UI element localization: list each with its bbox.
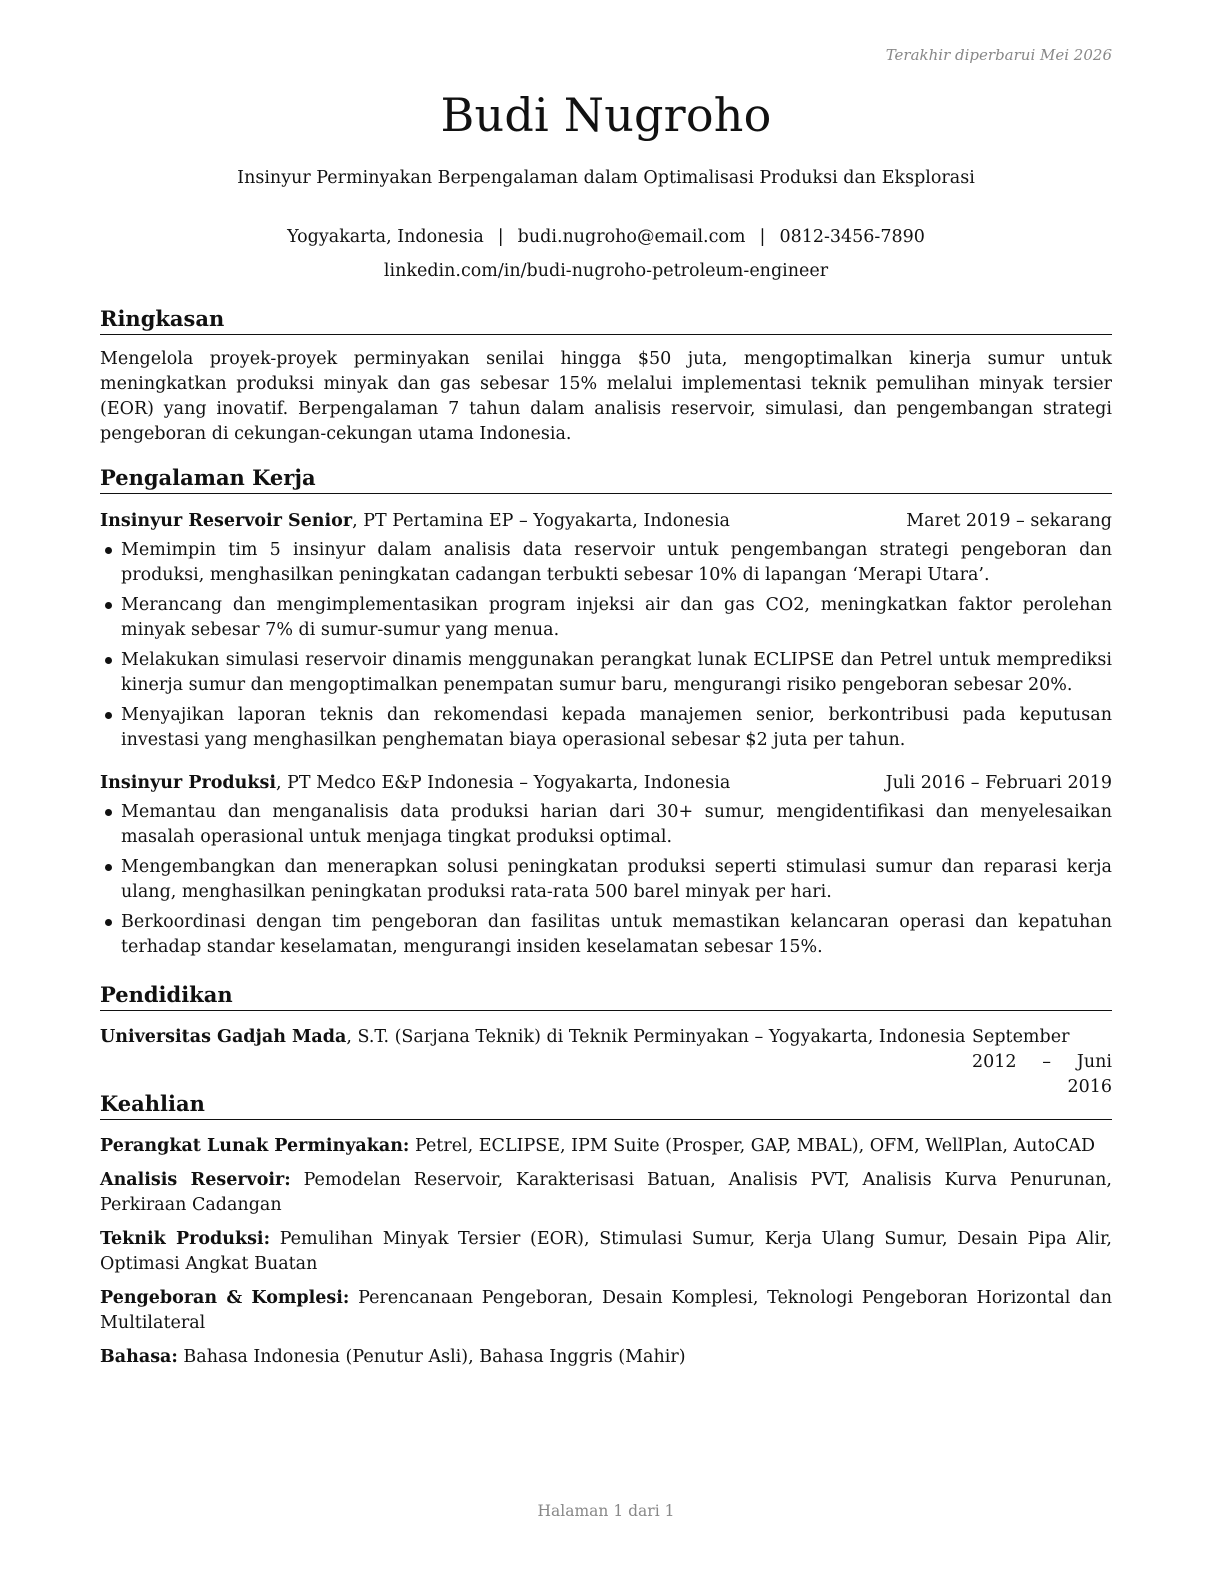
resume-page <box>100 0 1112 1584</box>
job-company: , PT Pertamina EP – Yogyakarta, Indonesia <box>352 511 730 531</box>
job-bullets <box>100 800 1112 960</box>
candidate-tagline: Insinyur Perminyakan Berpengalaman dalam Optimalisasi Produksi dan Eksplorasi <box>237 168 975 188</box>
section-title-summary: Ringkasan <box>100 306 1112 335</box>
job-title-line <box>100 771 730 796</box>
job-entry <box>100 509 1112 753</box>
skill-item <box>100 1227 1112 1277</box>
candidate-name: Budi Nugroho <box>440 88 772 142</box>
job-header <box>100 509 1112 534</box>
skill-value: Pemulihan Minyak Tersier (EOR), Stimulasi Sumur, Kerja Ulang Sumur, Desain Pipa Alir, Optimasi Angkat Buatan <box>100 1229 1112 1274</box>
skill-item <box>100 1286 1112 1336</box>
contact-line-1 <box>100 220 1112 254</box>
contact-phone: 0812-3456-7890 <box>779 227 925 247</box>
skill-label: Teknik Produksi: <box>100 1229 271 1249</box>
contact-email[interactable]: budi.nugroho@email.com <box>517 227 746 247</box>
education-degree: , S.T. (Sarjana Teknik) di Teknik Perminyakan – Yogyakarta, Indonesia <box>346 1027 966 1047</box>
section-title-experience: Pengalaman Kerja <box>100 465 1112 494</box>
job-bullet: Memantau dan menganalisis data produksi harian dari 30+ sumur, mengidentifikasi dan menyelesaikan masalah operasional untuk menjaga tingkat produksi optimal. <box>100 800 1112 850</box>
job-company: , PT Medco E&P Indonesia – Yogyakarta, Indonesia <box>275 773 731 793</box>
job-dates: Juli 2016 – Februari 2019 <box>885 773 1112 793</box>
experience-section <box>100 465 1112 965</box>
skill-label: Analisis Reservoir: <box>100 1170 291 1190</box>
education-section <box>100 982 1112 1100</box>
skill-value: Bahasa Indonesia (Penutur Asli), Bahasa Inggris (Mahir) <box>177 1347 686 1367</box>
contact-linkedin[interactable]: linkedin.com/in/budi-nugroho-petroleum-engineer <box>383 261 829 281</box>
contact-separator: | <box>759 227 766 247</box>
summary-section <box>100 306 1112 447</box>
job-role: Insinyur Reservoir Senior <box>100 511 353 531</box>
job-entry <box>100 771 1112 960</box>
section-title-skills: Keahlian <box>100 1091 1112 1120</box>
job-role: Insinyur Produksi <box>100 773 276 793</box>
skill-label: Perangkat Lunak Perminyakan: <box>100 1136 410 1156</box>
job-title-line <box>100 509 730 534</box>
job-bullet: Berkoordinasi dengan tim pengeboran dan fasilitas untuk memastikan kelancaran operasi dan kepatuhan terhadap standar keselamatan, mengurangi insiden keselamatan sebesar 15%. <box>100 910 1112 960</box>
contact-info <box>100 220 1112 288</box>
skill-item <box>100 1168 1112 1218</box>
skills-section <box>100 1091 1112 1379</box>
skill-value: Petrel, ECLIPSE, IPM Suite (Prosper, GAP, MBAL), OFM, WellPlan, AutoCAD <box>409 1136 1096 1156</box>
summary-text: Mengelola proyek-proyek perminyakan senilai hingga $50 juta, mengoptimalkan kinerja sumur untuk meningkatkan produksi minyak dan gas sebesar 15% melalui implementasi teknik pemulihan minyak tersier (EOR) yang inovatif. Berpengalaman 7 tahun dalam analisis reservoir, simulasi, dan pengembangan strategi pengeboran di cekungan-cekungan utama Indonesia. <box>100 349 1112 444</box>
job-bullet: Mengembangkan dan menerapkan solusi peningkatan produksi seperti stimulasi sumur dan reparasi kerja ulang, menghasilkan peningkatan produksi rata-rata 500 barel minyak per hari. <box>100 855 1112 905</box>
skill-item <box>100 1345 1112 1370</box>
job-header <box>100 771 1112 796</box>
contact-separator: | <box>497 227 504 247</box>
last-updated: Terakhir diperbarui Mei 2026 <box>885 46 1112 64</box>
skill-item <box>100 1134 1112 1159</box>
job-bullets <box>100 538 1112 753</box>
job-bullet: Melakukan simulasi reservoir dinamis menggunakan perangkat lunak ECLIPSE dan Petrel untuk memprediksi kinerja sumur dan mengoptimalkan penempatan sumur baru, mengurangi risiko pengeboran sebesar 20%. <box>100 648 1112 698</box>
skill-label: Bahasa: <box>100 1347 178 1367</box>
page-number: Halaman 1 dari 1 <box>537 1502 675 1520</box>
skill-value: Perencanaan Pengeboran, Desain Komplesi, Teknologi Pengeboran Horizontal dan Multilateral <box>100 1288 1112 1333</box>
skill-value: Pemodelan Reservoir, Karakterisasi Batuan, Analisis PVT, Analisis Kurva Penurunan, Perkiraan Cadangan <box>100 1170 1112 1215</box>
education-school: Universitas Gadjah Mada <box>100 1027 347 1047</box>
section-title-education: Pendidikan <box>100 982 1112 1011</box>
job-bullet: Merancang dan mengimplementasikan program injeksi air dan gas CO2, meningkatkan faktor perolehan minyak sebesar 7% di sumur-sumur yang menua. <box>100 593 1112 643</box>
contact-location: Yogyakarta, Indonesia <box>287 227 484 247</box>
skills-list <box>100 1134 1112 1370</box>
job-dates: Maret 2019 – sekarang <box>906 511 1112 531</box>
education-entry <box>100 1025 1112 1100</box>
job-bullet: Menyajikan laporan teknis dan rekomendasi kepada manajemen senior, berkontribusi pada keputusan investasi yang menghasilkan penghematan biaya operasional sebesar $2 juta per tahun. <box>100 703 1112 753</box>
skill-label: Pengeboran & Komplesi: <box>100 1288 350 1308</box>
job-bullet: Memimpin tim 5 insinyur dalam analisis data reservoir untuk pengembangan strategi pengeboran dan produksi, menghasilkan peningkatan cadangan terbukti sebesar 10% di lapangan ‘Merapi Utara’. <box>100 538 1112 588</box>
education-detail <box>100 1025 972 1100</box>
education-dates: September 2012 – Juni 2016 <box>972 1027 1112 1097</box>
